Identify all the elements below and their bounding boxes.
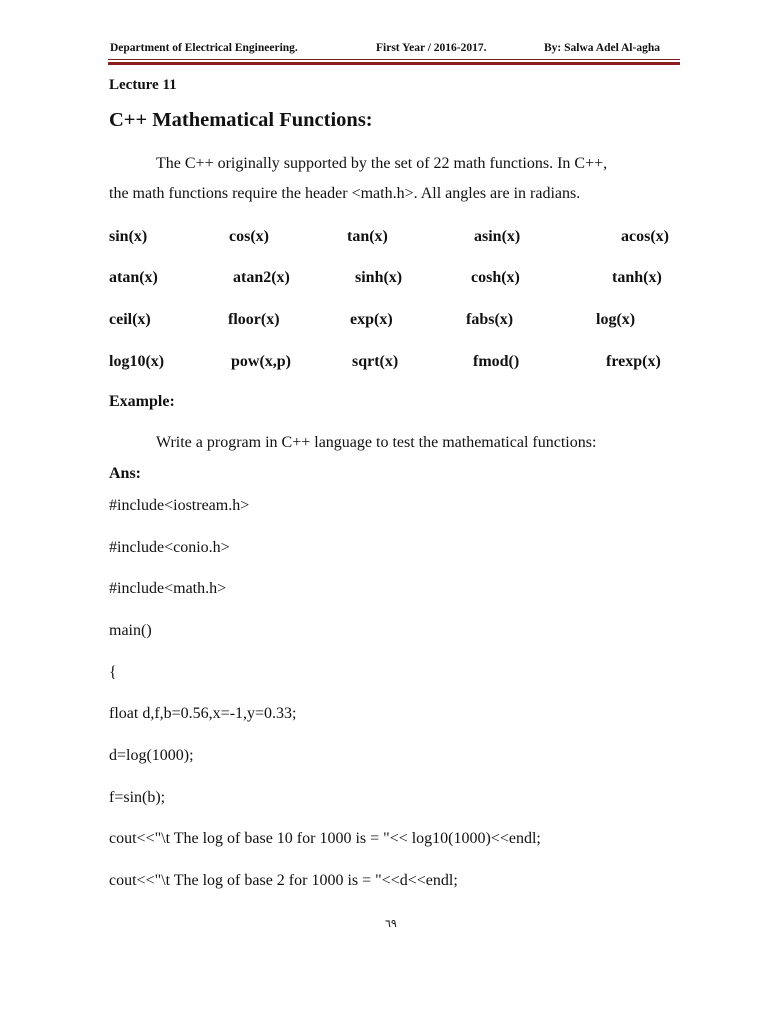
header-year: First Year / 2016-2017. [376, 42, 487, 54]
example-task: Write a program in C++ language to test the mathematical functions: [156, 434, 597, 451]
page-title: C++ Mathematical Functions: [109, 109, 373, 131]
function-name: fmod() [473, 353, 520, 370]
page-number: ٦٩ [385, 917, 397, 930]
function-name: cos(x) [229, 228, 269, 245]
answer-heading: Ans: [109, 465, 142, 482]
function-name: frexp(x) [606, 353, 661, 370]
code-line: f=sin(b); [109, 789, 166, 806]
intro-line-1: The C++ originally supported by the set of 22 math functions. In C++, [156, 155, 608, 172]
function-name: fabs(x) [466, 311, 514, 328]
code-line: cout<<"\t The log of base 2 for 1000 is = "<<d<<endl; [109, 872, 458, 889]
function-name: exp(x) [350, 311, 393, 328]
code-line: { [109, 664, 117, 681]
function-name: atan2(x) [233, 269, 290, 286]
function-name: sqrt(x) [352, 353, 399, 370]
function-name: acos(x) [621, 228, 669, 245]
function-row [0, 269, 768, 289]
function-name: ceil(x) [109, 311, 151, 328]
header-rule-thin [108, 59, 680, 60]
function-name: tan(x) [347, 228, 388, 245]
function-name: sinh(x) [355, 269, 403, 286]
lecture-label: Lecture 11 [109, 77, 177, 93]
function-name: sin(x) [109, 228, 148, 245]
function-row [0, 228, 768, 248]
function-name: floor(x) [228, 311, 280, 328]
header-author: By: Salwa Adel Al-agha [544, 42, 660, 54]
header-department: Department of Electrical Engineering. [110, 42, 298, 54]
function-name: tanh(x) [612, 269, 662, 286]
function-name: log(x) [596, 311, 636, 328]
function-name: log10(x) [109, 353, 165, 370]
function-name: asin(x) [474, 228, 521, 245]
function-name: atan(x) [109, 269, 158, 286]
code-line: main() [109, 622, 152, 639]
code-line: cout<<"\t The log of base 10 for 1000 is = "<< log10(1000)<<endl; [109, 830, 541, 847]
function-name: cosh(x) [471, 269, 520, 286]
example-heading: Example: [109, 393, 175, 410]
function-row [0, 353, 768, 373]
code-line: d=log(1000); [109, 747, 194, 764]
intro-line-2: the math functions require the header <math.h>. All angles are in radians. [109, 185, 581, 202]
function-row [0, 311, 768, 331]
function-name: pow(x,p) [231, 353, 292, 370]
header-rule-thick [108, 62, 680, 65]
code-line: #include<math.h> [109, 580, 227, 597]
code-line: float d,f,b=0.56,x=-1,y=0.33; [109, 705, 297, 722]
code-line: #include<conio.h> [109, 539, 230, 556]
code-line: #include<iostream.h> [109, 497, 250, 514]
